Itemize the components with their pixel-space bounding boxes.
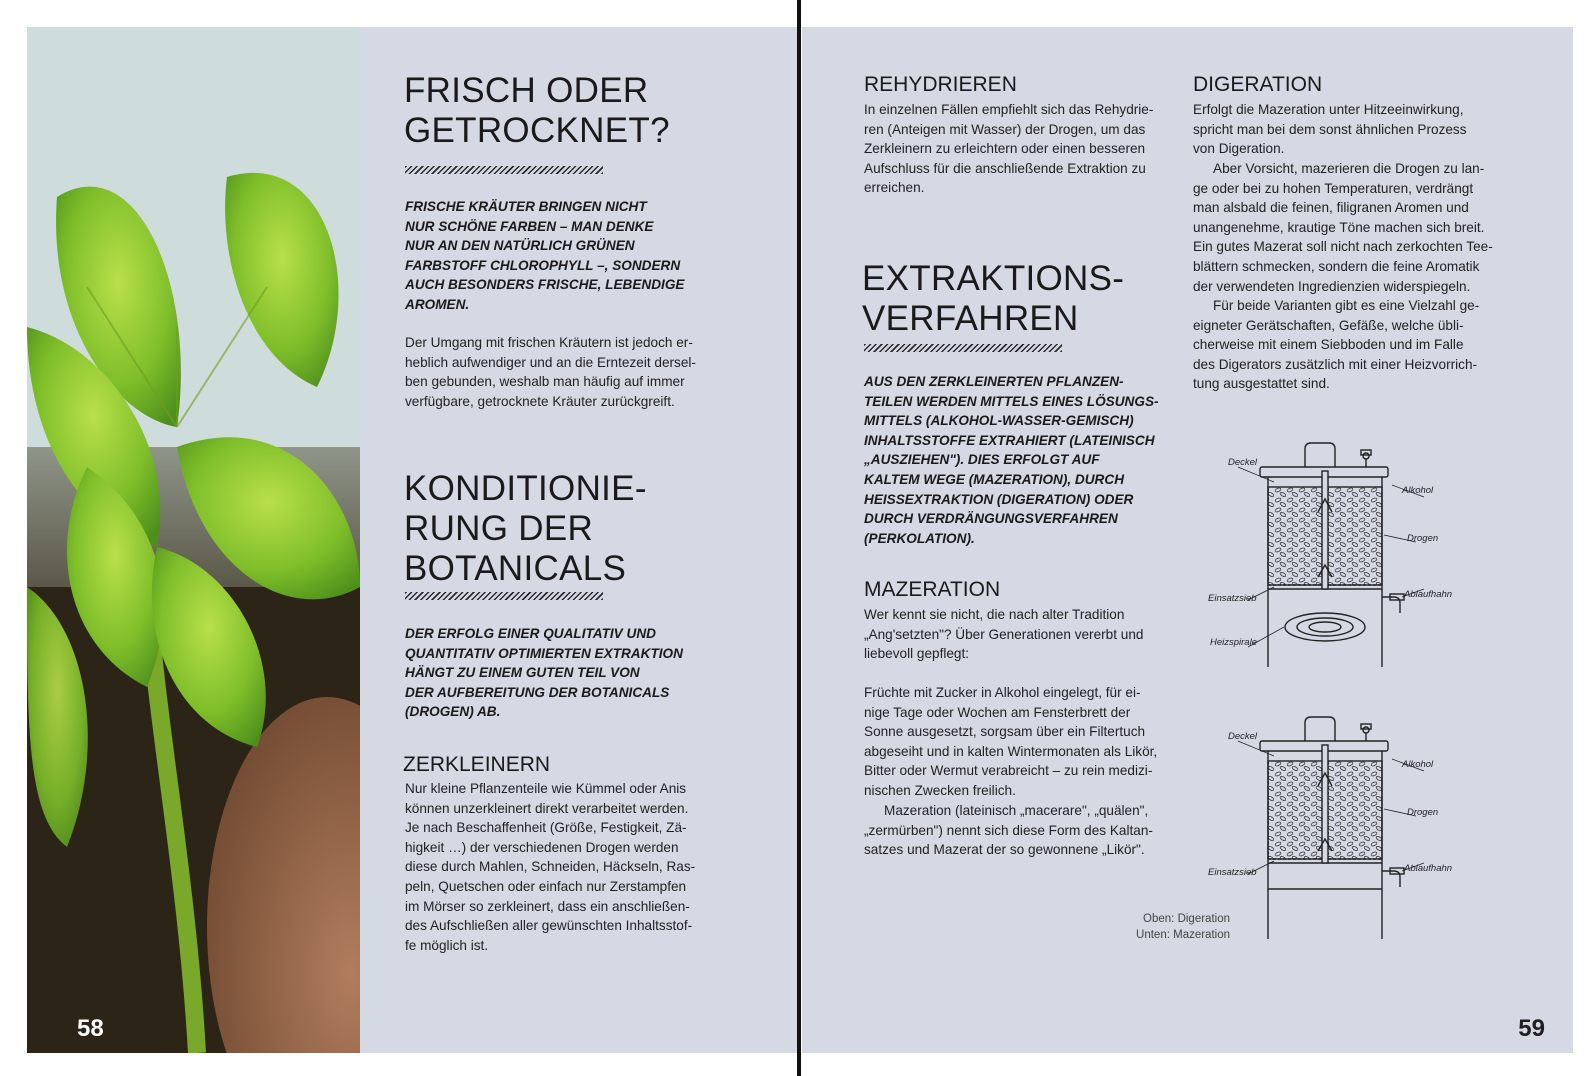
- lead-line: AUCH BESONDERS FRISCHE, LEBENDIGE: [405, 277, 685, 293]
- body-line: peln, Quetschen oder einfach nur Zerstampfen: [405, 878, 687, 894]
- section-title-extraktionsverfahren: [862, 259, 1192, 339]
- body-line: erreichen.: [864, 180, 925, 196]
- lead-line: DER ERFOLG EINER QUALITATIV UND: [405, 626, 656, 641]
- caption-line: Unten: Mazeration: [1136, 929, 1230, 941]
- body-line: Mazeration (lateinisch „macerare", „quälen",: [884, 803, 1149, 818]
- body-paragraph-mazeration-definition: [864, 801, 1169, 860]
- title-line: VERFAHREN: [862, 299, 1079, 338]
- title-line: RUNG DER: [404, 509, 594, 548]
- body-line: Für beide Varianten gibt es eine Vielzahl ge-: [1213, 298, 1480, 313]
- body-line: spricht man bei dem sonst ähnlichen Prozess: [1193, 121, 1467, 137]
- body-line: liebevoll gepflegt:: [864, 646, 970, 662]
- body-line: Der Umgang mit frischen Kräutern ist jedoch er-: [405, 335, 693, 350]
- body-line: im Mörser so zerkleinert, dass ein anschließen-: [405, 898, 690, 914]
- label-drogen: Drogen: [1407, 807, 1439, 818]
- body-paragraph-mazeration-intro: [864, 605, 1169, 664]
- digeration-diagram: [1202, 437, 1472, 697]
- section-title-konditionierung: [404, 469, 784, 589]
- body-paragraph-digeration-vorsicht: [1193, 159, 1503, 296]
- lead-line: AUS DEN ZERKLEINERTEN PFLANZEN-: [864, 374, 1124, 389]
- body-line: ge oder bei zu hohen Temperaturen, verdrängt: [1193, 180, 1474, 196]
- mazeration-diagram: [1202, 711, 1472, 941]
- body-line: „Ang'setzten"? Über Generationen vererbt und: [864, 626, 1144, 642]
- body-line: higkeit …) der verschiedenen Drogen werden: [405, 839, 679, 855]
- body-line: cherweise mit einem Siebboden und im Falle: [1193, 337, 1464, 353]
- lead-line: FRISCHE KRÄUTER BRINGEN NICHT: [405, 199, 647, 214]
- title-line: EXTRAKTIONS-: [862, 259, 1125, 298]
- subtitle-rehydrieren: REHYDRIEREN: [864, 73, 1017, 96]
- title-line: KONDITIONIE-: [404, 469, 647, 508]
- lead-line: MITTELS (ALKOHOL-WASSER-GEMISCH): [864, 413, 1134, 429]
- label-drogen: Drogen: [1407, 533, 1439, 544]
- lead-line: DURCH VERDRÄNGUNGSVERFAHREN: [864, 511, 1118, 527]
- body-paragraph-zerkleinern: [405, 779, 715, 955]
- body-line: ren (Anteigen mit Wasser) der Drogen, um das: [864, 121, 1146, 137]
- body-line: Je nach Beschaffenheit (Größe, Festigkeit, Zä-: [405, 820, 687, 836]
- lead-paragraph-frische-kraeuter: [405, 197, 735, 315]
- lead-line: QUANTITATIV OPTIMIERTEN EXTRAKTION: [405, 645, 683, 661]
- body-line: Wer kennt sie nicht, die nach alter Tradition: [864, 607, 1125, 622]
- subtitle-zerkleinern: ZERKLEINERN: [403, 753, 551, 776]
- body-line: „zermürben") nennt sich diese Form des Kaltan-: [864, 822, 1153, 838]
- lead-line: (DROGEN) AB.: [405, 704, 501, 720]
- body-line: können unzerkleinert direkt verarbeitet werden.: [405, 800, 689, 816]
- diagram-caption: [1082, 911, 1230, 943]
- body-paragraph-umgang: [405, 333, 715, 411]
- body-line: diese durch Mahlen, Schneiden, Häckseln, Ras-: [405, 859, 696, 875]
- body-line: abgeseiht und in kalten Wintermonaten als Likör,: [864, 743, 1158, 759]
- caption-line: Oben: Digeration: [1143, 913, 1230, 925]
- label-einsatzsieb: Einsatzsieb: [1208, 593, 1257, 604]
- body-line: fe möglich ist.: [405, 937, 489, 953]
- body-line: Ein gutes Mazerat soll nicht nach zerkochten Tee-: [1193, 239, 1493, 255]
- lead-line: HÄNGT ZU EINEM GUTEN TEIL VON: [405, 665, 640, 681]
- title-line: BOTANICALS: [404, 549, 627, 588]
- body-line: Früchte mit Zucker in Alkohol eingelegt, für ei-: [864, 685, 1141, 700]
- body-line: nischen Zwecken freilich.: [864, 782, 1016, 798]
- lead-paragraph-extraktion: [864, 372, 1184, 548]
- subtitle-digeration: DIGERATION: [1193, 73, 1323, 96]
- body-line: verfügbare, getrocknete Kräuter zurückgreift.: [405, 393, 675, 409]
- body-paragraph-rehydrieren: [864, 100, 1169, 198]
- zigzag-divider: [405, 592, 603, 600]
- body-line: von Digeration.: [1193, 141, 1285, 157]
- label-einsatzsieb: Einsatzsieb: [1208, 867, 1257, 878]
- lead-line: „AUSZIEHEN"). DIES ERFOLGT AUF: [864, 452, 1100, 468]
- lead-line: (PERKOLATION).: [864, 530, 975, 546]
- body-paragraph-digeration-varianten: [1193, 296, 1503, 394]
- lead-line: FARBSTOFF CHLOROPHYLL –, SONDERN: [405, 257, 681, 273]
- body-line: tung ausgestattet sind.: [1193, 376, 1330, 392]
- label-alkohol: Alkohol: [1402, 759, 1434, 770]
- left-page: [27, 27, 797, 1053]
- body-line: unangenehme, krautige Töne machen sich breit.: [1193, 219, 1485, 235]
- body-line: heblich aufwendiger und an die Erntezeit dersel-: [405, 354, 696, 370]
- lead-line: AROMEN.: [405, 296, 470, 312]
- page-number-right: 59: [1518, 1015, 1545, 1042]
- body-line: Bitter oder Wermut verabreicht – zu rein medizi-: [864, 763, 1153, 779]
- lead-line: TEILEN WERDEN MITTELS EINES LÖSUNGS-: [864, 393, 1159, 409]
- label-alkohol: Alkohol: [1402, 485, 1434, 496]
- body-line: eigneter Gerätschaften, Gefäße, welche übli-: [1193, 317, 1464, 333]
- lead-line: NUR SCHÖNE FARBEN – MAN DENKE: [405, 218, 654, 234]
- book-spine: [797, 0, 801, 1076]
- zigzag-divider: [864, 344, 1062, 352]
- subtitle-mazeration: MAZERATION: [864, 578, 1001, 601]
- body-paragraph-digeration-intro: [1193, 100, 1503, 159]
- body-line: ben gebunden, weshalb man häufig auf immer: [405, 374, 685, 390]
- body-line: nige Tage oder Wochen am Fensterbrett der: [864, 704, 1131, 720]
- basil-photo: [27, 27, 360, 1053]
- body-line: Erfolgt die Mazeration unter Hitzeeinwirkung,: [1193, 102, 1464, 117]
- lead-line: DER AUFBEREITUNG DER BOTANICALS: [405, 684, 670, 700]
- lead-line: HEISSEXTRAKTION (DIGERATION) ODER: [864, 491, 1134, 507]
- zigzag-divider: [405, 166, 603, 174]
- body-line: des Aufschließen aller gewünschten Inhaltsstof-: [405, 918, 693, 934]
- right-page: [802, 27, 1573, 1053]
- section-title-frisch-oder-getrocknet: [404, 71, 784, 151]
- body-line: Sonne ausgesetzt, sorgsam über ein Filtertuch: [864, 724, 1146, 740]
- body-line: Aufschluss für die anschließende Extraktion zu: [864, 160, 1146, 176]
- lead-line: KALTEM WEGE (MAZERATION), DURCH: [864, 471, 1125, 487]
- label-heizspirale: Heizspirale: [1210, 637, 1257, 648]
- label-deckel: Deckel: [1228, 457, 1258, 468]
- body-line: Zerkleinern zu erleichtern oder einen besseren: [864, 141, 1146, 157]
- label-ablaufhahn: Ablaufhahn: [1404, 863, 1453, 874]
- title-line: GETROCKNET?: [404, 111, 670, 150]
- page-number-left: 58: [77, 1015, 104, 1042]
- basil-illustration: [27, 27, 360, 1053]
- body-line: Nur kleine Pflanzenteile wie Kümmel oder Anis: [405, 781, 687, 796]
- body-line: blättern schmecken, sondern die feine Aromatik: [1193, 258, 1480, 274]
- body-line: man alsbald die feinen, filigranen Aromen und: [1193, 200, 1469, 216]
- body-line: In einzelnen Fällen empfiehlt sich das Rehydrie-: [864, 102, 1154, 117]
- body-line: des Digerators zusätzlich mit einer Heizvorrich-: [1193, 356, 1478, 372]
- lead-paragraph-erfolg-extraktion: [405, 624, 735, 722]
- body-line: satzes und Mazerat der so gewonnene „Likör".: [864, 842, 1145, 858]
- body-paragraph-mazeration-fruechte: [864, 683, 1169, 801]
- lead-line: INHALTSSTOFFE EXTRAHIERT (LATEINISCH: [864, 432, 1155, 448]
- label-ablaufhahn: Ablaufhahn: [1404, 589, 1453, 600]
- label-deckel: Deckel: [1228, 731, 1258, 742]
- body-line: Aber Vorsicht, mazerieren die Drogen zu lan-: [1213, 161, 1485, 176]
- title-line: FRISCH ODER: [404, 71, 649, 110]
- body-line: der verwendeten Ingredienzien widerspiegeln.: [1193, 278, 1471, 294]
- lead-line: NUR AN DEN NATÜRLICH GRÜNEN: [405, 238, 635, 254]
